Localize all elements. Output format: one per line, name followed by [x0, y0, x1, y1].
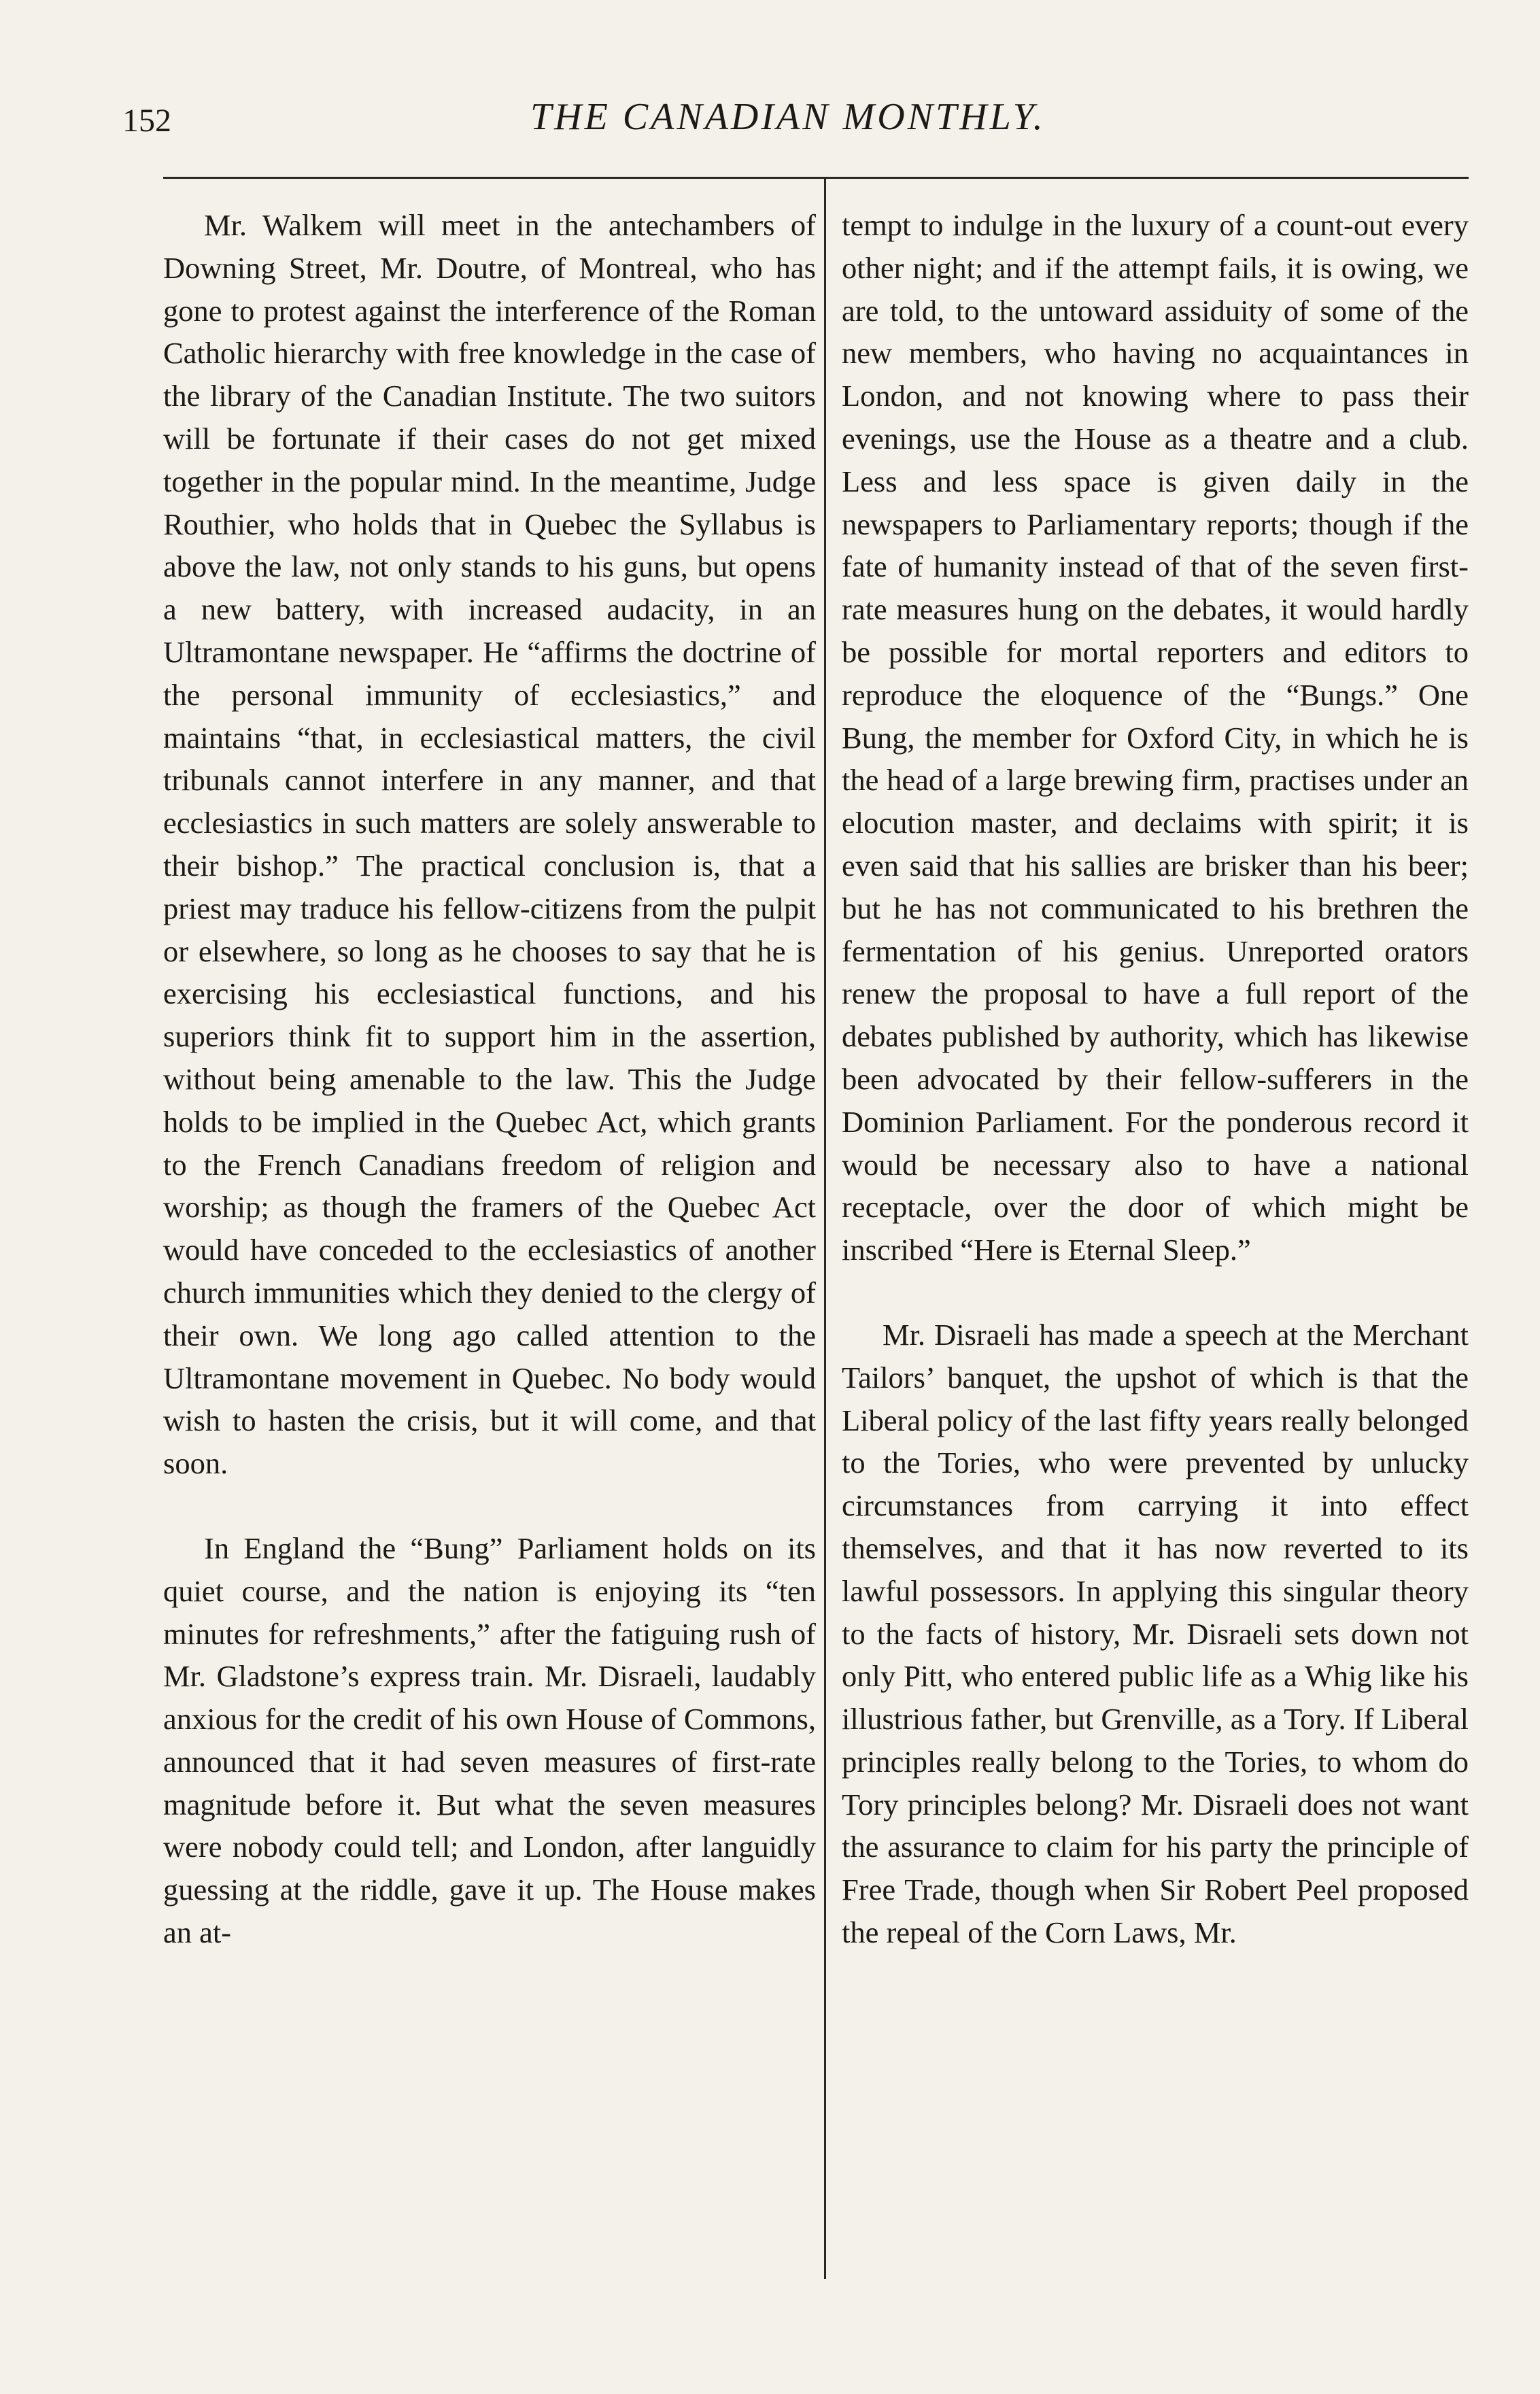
running-title: THE CANADIAN MONTHLY.: [530, 96, 1046, 138]
left-column: [163, 204, 816, 1954]
left-paragraph-1: Mr. Walkem will meet in the antechambers of Downing Street, Mr. Doutre, of Montreal, who has gone to protest against the interference of the Roman Catholic hierarchy with free knowledge in the case of the library of the Canadian Institute. The two suitors will be fortunate if their cases do not get mixed together in the popular mind. In the meantime, Judge Routhier, who holds that in Quebec the Syllabus is above the law, not only stands to his guns, but opens a new battery, with increased audacity, in an Ultramontane newspaper. He “affirms the doctrine of the personal immunity of ecclesiastics,” and maintains “that, in ecclesiastical matters, the civil tribunals cannot interfere in any manner, and that ecclesiastics in such matters are solely answerable to their bishop.” The practical conclusion is, that a priest may traduce his fellow-citizens from the pulpit or elsewhere, so long as he chooses to say that he is exercising his ecclesiastical functions, and his superiors think fit to support him in the assertion, without being amenable to the law. This the Judge holds to be implied in the Quebec Act, which grants to the French Canadians freedom of religion and worship; as though the framers of the Quebec Act would have conceded to the ecclesiastics of another church immunities which they denied to the clergy of their own. We long ago called attention to the Ultramontane movement in Quebec. No body would wish to hasten the crisis, but it will come, and that soon.: [163, 208, 816, 1481]
header-rule: [163, 177, 1469, 179]
paragraph-gap: [163, 1485, 816, 1527]
page-number: 152: [122, 103, 171, 139]
right-column: [842, 204, 1469, 1954]
paragraph-gap: [842, 1271, 1469, 1314]
right-paragraph-1: tempt to indulge in the luxury of a count-out every other night; and if the attempt fails, it is owing, we are told, to the untoward assiduity of some of the new members, who having no acquaintances in London, and not knowing where to pass their evenings, use the House as a theatre and a club. Less and less space is given daily in the newspapers to Parliamentary reports; though if the fate of humanity instead of that of the seven first-rate measures hung on the debates, it would hardly be possible for mortal reporters and editors to reproduce the eloquence of the “Bungs.” One Bung, the member for Oxford City, in which he is the head of a large brewing firm, practises under an elocution master, and declaims with spirit; it is even said that his sallies are brisker than his beer; but he has not communicated to his brethren the fermentation of his genius. Unreported orators renew the proposal to have a full report of the debates published by authority, which has likewise been advocated by their fellow-sufferers in the Dominion Parliament. For the ponderous record it would be necessary also to have a national receptacle, over the door of which might be inscribed “Here is Eternal Sleep.”: [842, 208, 1469, 1267]
column-divider: [824, 178, 826, 2279]
left-paragraph-2: In England the “Bung” Parliament holds on its quiet course, and the nation is enjoying its “ten minutes for refreshments,” after the fatiguing rush of Mr. Gladstone’s express train. Mr. Disraeli, laudably anxious for the credit of his own House of Commons, announced that it had seven measures of first-rate magnitude before it. But what the seven measures were nobody could tell; and London, after languidly guessing at the riddle, gave it up. The House makes an at-: [163, 1531, 816, 1950]
right-paragraph-2: Mr. Disraeli has made a speech at the Merchant Tailors’ banquet, the upshot of which is that the Liberal policy of the last fifty years really belonged to the Tories, who were prevented by unlucky circumstances from carrying it into effect themselves, and that it has now reverted to its lawful possessors. In applying this singular theory to the facts of history, Mr. Disraeli sets down not only Pitt, who entered public life as a Whig like his illustrious father, but Grenville, as a Tory. If Liberal principles really belong to the Tories, to whom do Tory principles belong? Mr. Disraeli does not want the assurance to claim for his party the principle of Free Trade, though when Sir Robert Peel proposed the repeal of the Corn Laws, Mr.: [842, 1317, 1469, 1950]
